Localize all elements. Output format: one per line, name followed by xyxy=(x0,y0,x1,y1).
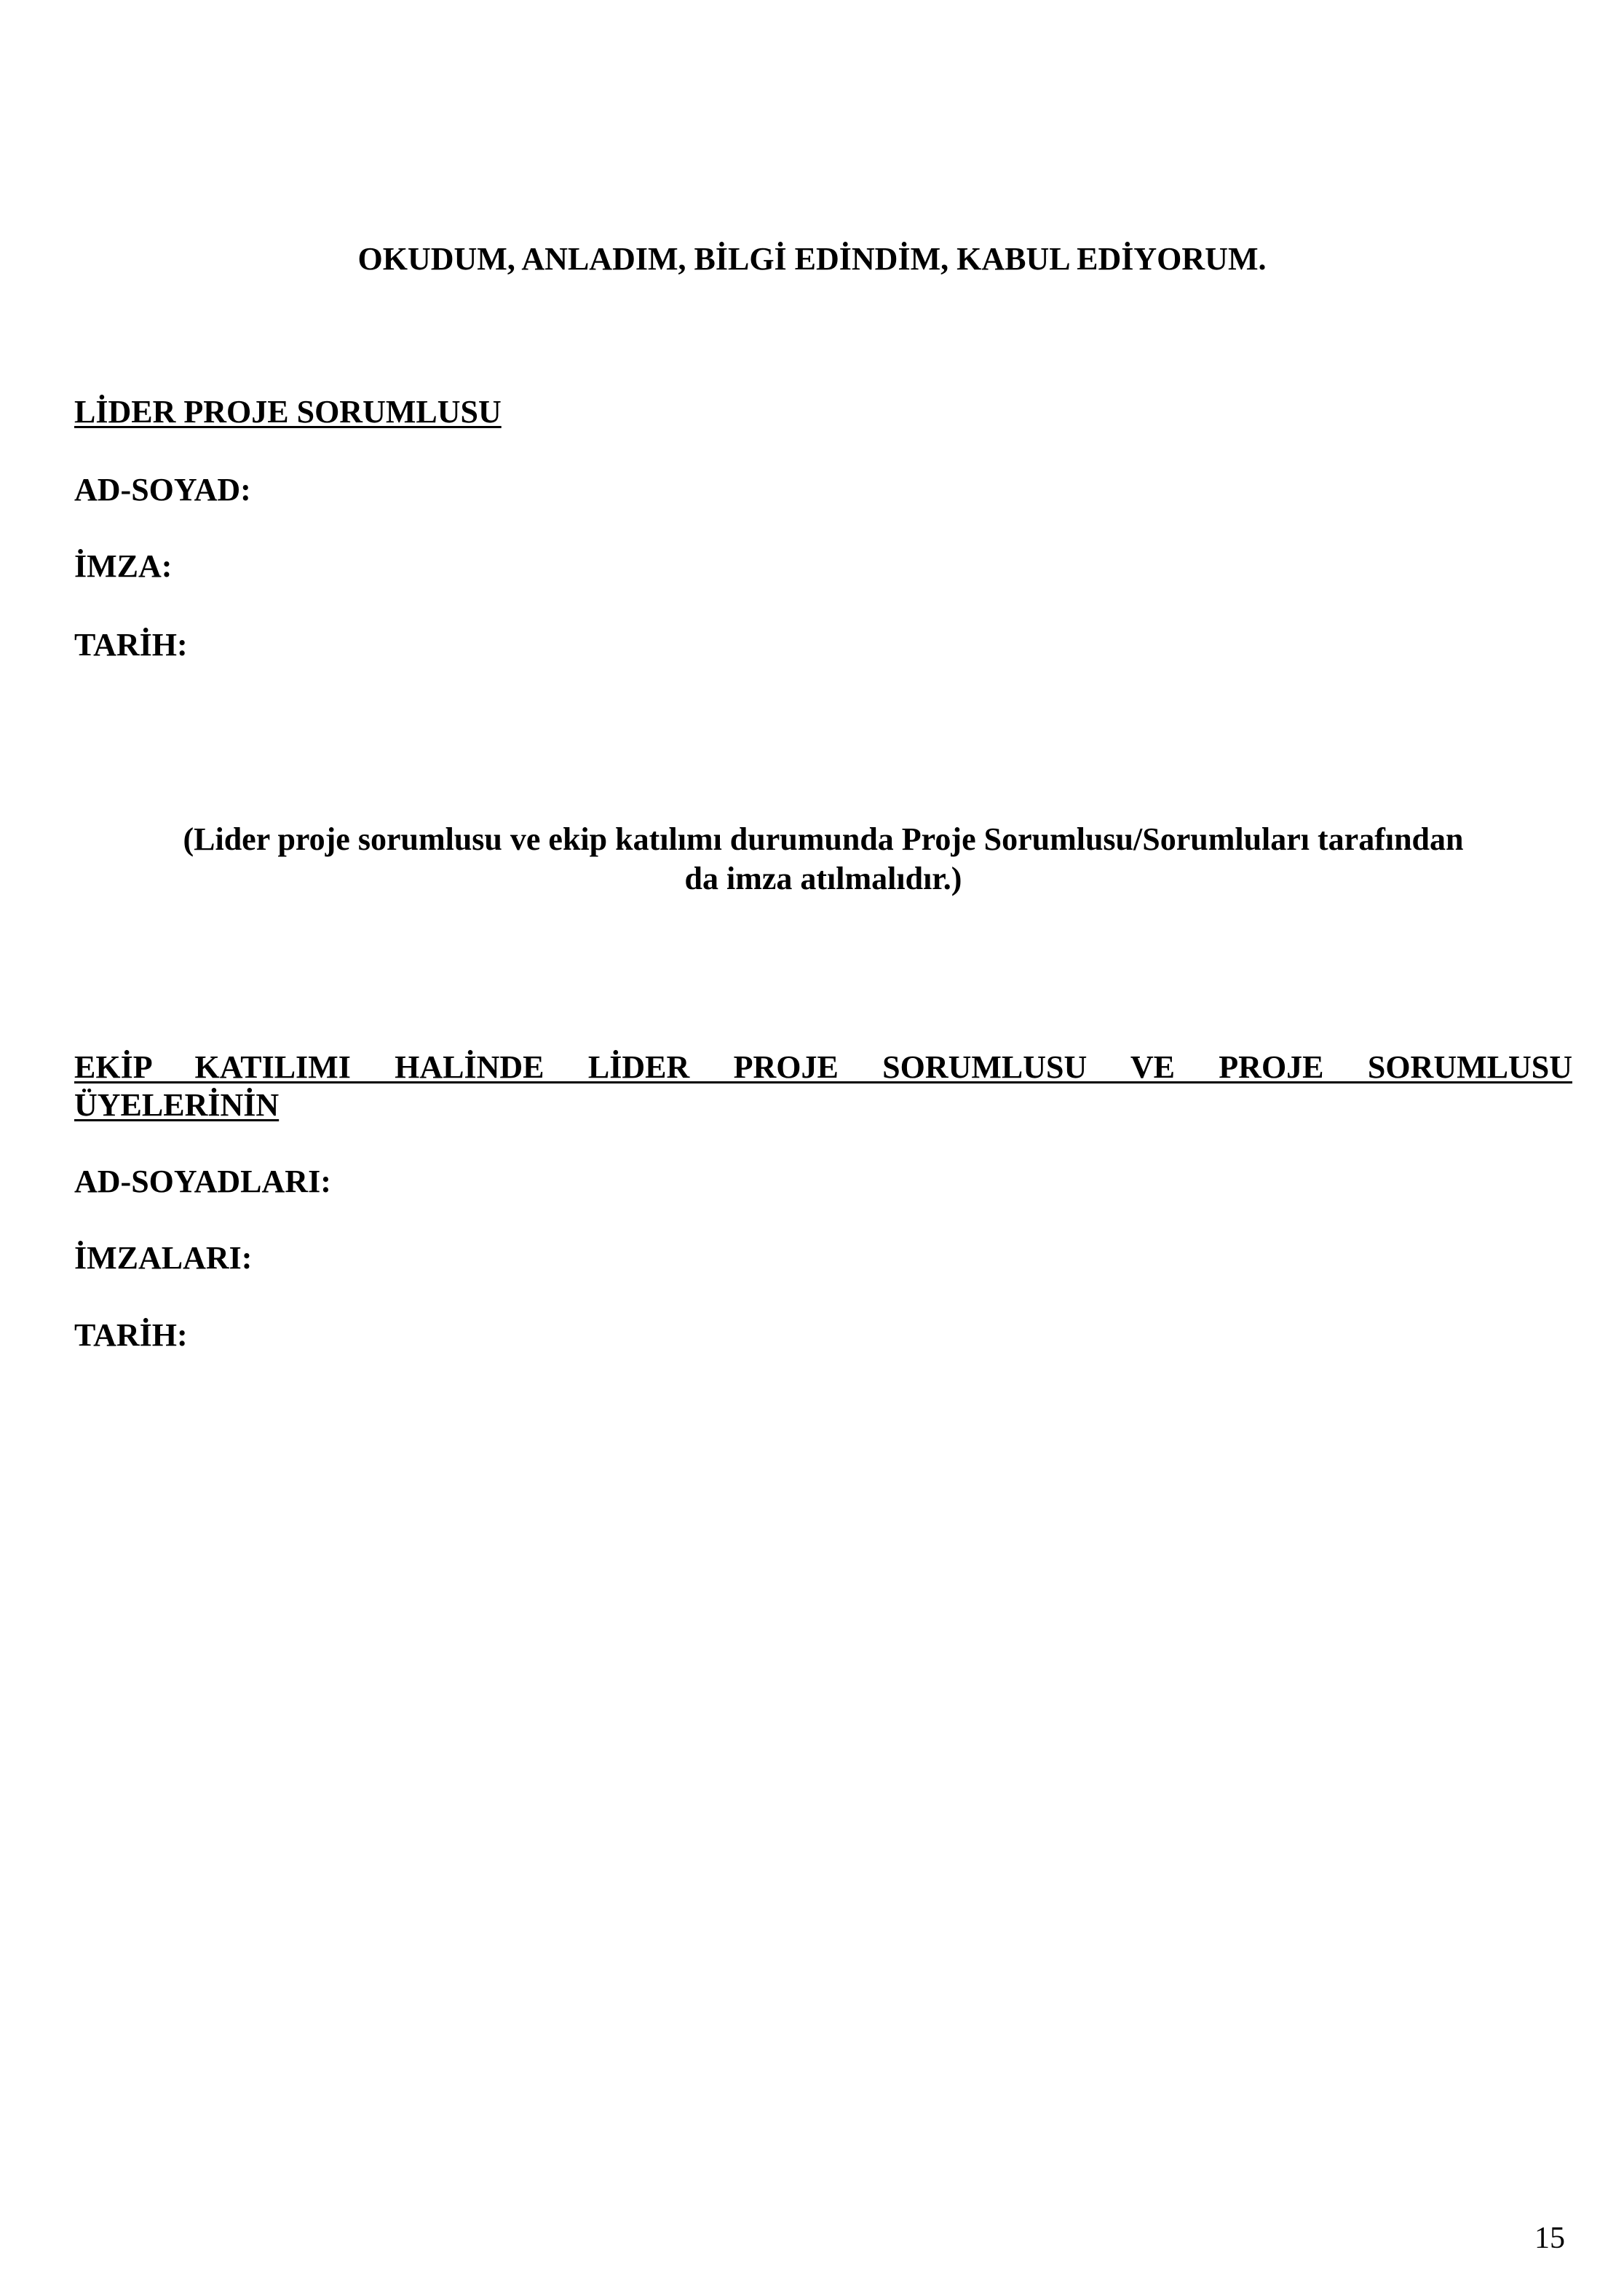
acknowledgement-statement: OKUDUM, ANLADIM, BİLGİ EDİNDİM, KABUL EDİYORUM. xyxy=(357,241,1267,277)
team-members-heading-line-2: ÜYELERİNİN xyxy=(74,1087,280,1123)
team-signatures-label: İMZALARI: xyxy=(74,1240,253,1276)
page-number: 15 xyxy=(1534,2222,1565,2255)
signature-note-line-2: da imza atılmalıdır.) xyxy=(684,861,962,896)
team-date-label: TARİH: xyxy=(74,1317,188,1353)
team-members-heading xyxy=(74,1049,1572,1124)
signature-note xyxy=(74,820,1572,899)
lead-signature-label: İMZA: xyxy=(74,548,173,584)
lead-date-label: TARİH: xyxy=(74,627,188,663)
team-members-heading-line-1: EKİP KATILIMI HALİNDE LİDER PROJE SORUMLUSU VE PROJE SORUMLUSU xyxy=(74,1049,1572,1085)
lead-name-label: AD-SOYAD: xyxy=(74,472,251,508)
lead-project-manager-heading: LİDER PROJE SORUMLUSU xyxy=(74,394,502,430)
signature-note-line-1: (Lider proje sorumlusu ve ekip katılımı durumunda Proje Sorumlusu/Sorumluları tarafından xyxy=(183,821,1464,857)
team-names-label: AD-SOYADLARI: xyxy=(74,1164,331,1199)
